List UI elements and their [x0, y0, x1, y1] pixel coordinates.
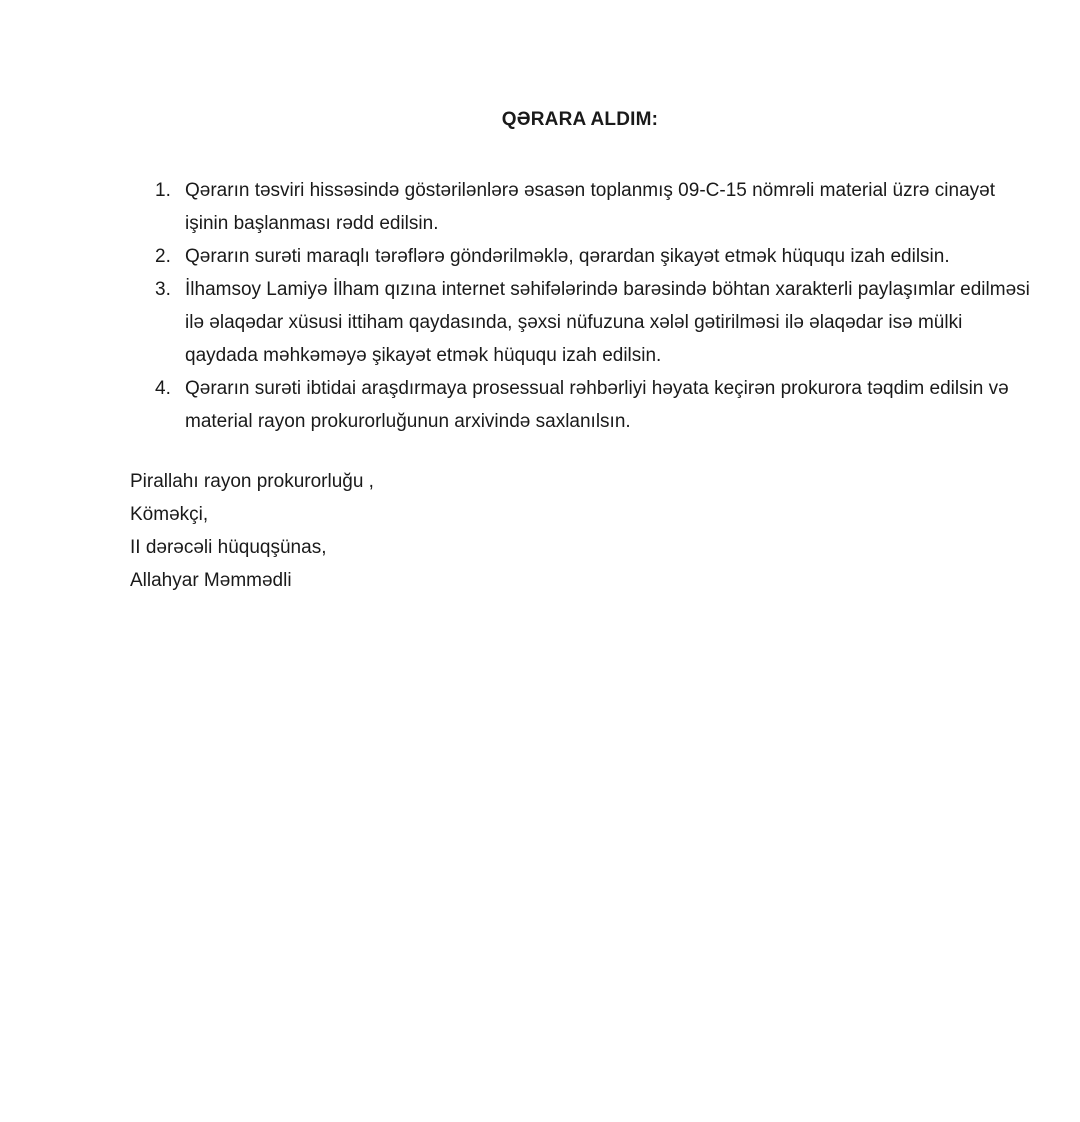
signature-role: Köməkçi, — [130, 504, 209, 525]
decision-list — [130, 174, 1030, 438]
signature-office: Pirallahı rayon prokurorluğu , — [130, 471, 374, 492]
list-item-text: Qərarın surəti maraqlı tərəflərə göndərilməklə, qərardan şikayət etmək hüququ izah edilsin. — [185, 246, 950, 267]
list-item-text: İlhamsoy Lamiyə İlham qızına internet səhifələrində barəsində böhtan xarakterli paylaşımlar edilməsi ilə əlaqədar xüsusi ittiham qaydasında, şəxsi nüfuzuna xələl gətirilməsi ilə əlaqədar isə mülki qaydada məhkəməyə şikayət etmək hüququ izah edilsin. — [185, 279, 1030, 366]
document-title: QƏRARA ALDIM: — [501, 109, 659, 130]
list-item-number: 4. — [155, 378, 171, 399]
list-item-number: 3. — [155, 279, 171, 300]
list-item-text: Qərarın surəti ibtidai araşdırmaya prosessual rəhbərliyi həyata keçirən prokurora təqdim edilsin və material rayon prokurorluğunun arxivində saxlanılsın. — [185, 378, 1009, 432]
list-item — [130, 372, 1030, 438]
signature-rank: II dərəcəli hüquqşünas, — [130, 537, 327, 558]
signature-block — [130, 465, 1030, 597]
signature-name: Allahyar Məmmədli — [130, 570, 292, 591]
list-item-number: 1. — [155, 180, 171, 201]
list-item-number: 2. — [155, 246, 171, 267]
list-item — [130, 273, 1030, 372]
list-item — [130, 240, 1030, 273]
list-item — [130, 174, 1030, 240]
list-item-text: Qərarın təsviri hissəsində göstərilənlərə əsasən toplanmış 09-C-15 nömrəli material üzrə cinayət işinin başlanması rədd edilsin. — [185, 180, 995, 234]
